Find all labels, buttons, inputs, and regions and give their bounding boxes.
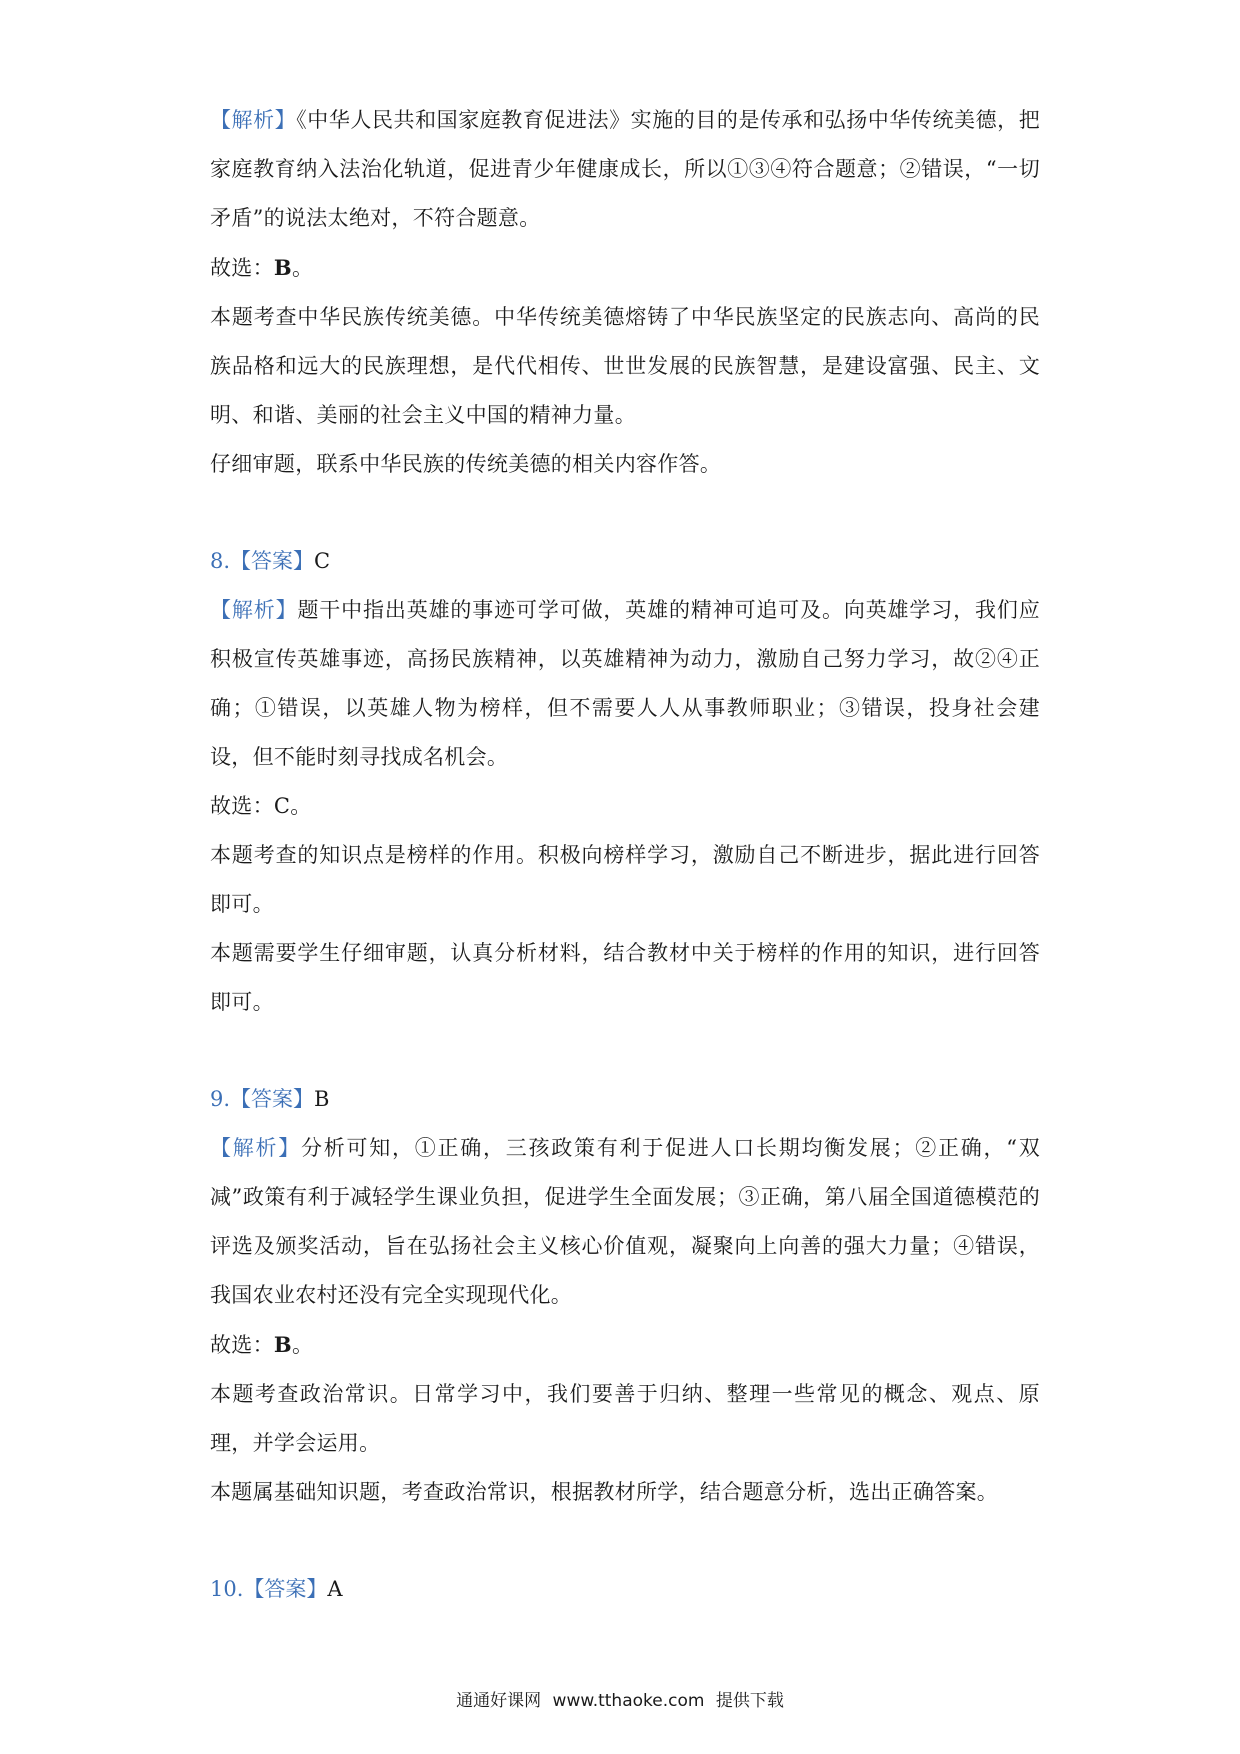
q8-answer: C [314,549,331,573]
q8-number: 8. [210,549,231,573]
q9-answer-tag: 【答案】 [230,1087,315,1111]
q9-choice-value: B [273,1332,292,1357]
q9-analysis-tag: 【解析】 [210,1136,301,1160]
q9-tip: 本题属基础知识题，考查政治常识，根据教材所学，结合题意分析，选出正确答案。 [210,1480,999,1504]
q7-analysis-tag: 【解析】 [210,108,297,132]
q8-choice [210,782,1040,831]
q10-number: 10. [210,1577,244,1601]
q8-choice-suffix: 。 [290,794,312,818]
q8-answer-tag: 【答案】 [230,549,315,573]
question-8-section [210,537,1040,1027]
question-10-section [210,1565,1040,1614]
question-7-section [210,96,1040,489]
q8-tip: 本题需要学生仔细审题，认真分析材料，结合教材中关于榜样的作用的知识，进行回答即可。 [210,941,1040,1014]
q9-analysis [210,1124,1040,1320]
q8-choice-value: C [273,794,291,818]
q9-answer-line [210,1075,1040,1124]
spacer [210,489,1040,537]
q7-tip: 仔细审题，联系中华民族的传统美德的相关内容作答。 [210,452,722,476]
footer-note: 提供下载 [715,1691,784,1711]
q10-answer-tag: 【答案】 [243,1577,328,1601]
question-9-section [210,1075,1040,1517]
q7-knowledge: 本题考查中华民族传统美德。中华传统美德熔铸了中华民族坚定的民族志向、高尚的民族品格和远大的民族理想，是代代相传、世世发展的民族智慧，是建设富强、民主、文明、和谐、美丽的社会主义中国的精神力量。 [210,305,1040,427]
document-body [210,96,1040,1614]
q9-choice [210,1320,1040,1370]
q8-analysis-tag: 【解析】 [210,598,298,622]
q9-choice-prefix: 故选： [210,1333,274,1357]
spacer [210,1517,1040,1565]
q8-analysis-text: 题干中指出英雄的事迹可学可做，英雄的精神可追可及。向英雄学习，我们应积极宣传英雄事迹，高扬民族精神，以英雄精神为动力，激励自己努力学习，故②④正确；①错误，以英雄人物为榜样，但不需要人人从事教师职业；③错误，投身社会建设，但不能时刻寻找成名机会。 [210,598,1041,769]
q7-choice-value: B [273,255,292,280]
q7-choice-prefix: 故选： [210,256,274,280]
q9-answer: B [314,1087,330,1111]
footer-url[interactable]: www.tthaoke.com [552,1691,705,1711]
q10-answer: A [327,1577,343,1601]
q8-knowledge: 本题考查的知识点是榜样的作用。积极向榜样学习，激励自己不断进步，据此进行回答即可。 [210,843,1040,916]
q9-analysis-text: 分析可知，①正确，三孩政策有利于促进人口长期均衡发展；②正确，“双减”政策有利于减轻学生课业负担，促进学生全面发展；③正确，第八届全国道德模范的评选及颁奖活动，旨在弘扬社会主义核心价值观，凝聚向上向善的强大力量；④错误，我国农业农村还没有完全实现现代化。 [210,1136,1040,1307]
q10-answer-line [210,1565,1040,1614]
q8-answer-line [210,537,1040,586]
q7-choice-suffix: 。 [291,256,314,280]
spacer [210,1027,1040,1075]
q7-analysis [210,96,1040,243]
q9-number: 9. [210,1087,231,1111]
q8-choice-prefix: 故选： [210,794,274,818]
page-footer [0,1686,1240,1711]
q8-analysis [210,586,1040,782]
footer-site-name: 通通好课网 [456,1691,542,1711]
q7-choice [210,243,1040,293]
q7-analysis-text: 《中华人民共和国家庭教育促进法》实施的目的是传承和弘扬中华传统美德，把家庭教育纳入法治化轨道，促进青少年健康成长，所以①③④符合题意；②错误，“一切矛盾”的说法太绝对，不符合题意。 [210,108,1040,230]
q9-knowledge: 本题考查政治常识。日常学习中，我们要善于归纳、整理一些常见的概念、观点、原理，并学会运用。 [210,1382,1040,1455]
q9-choice-suffix: 。 [291,1333,314,1357]
